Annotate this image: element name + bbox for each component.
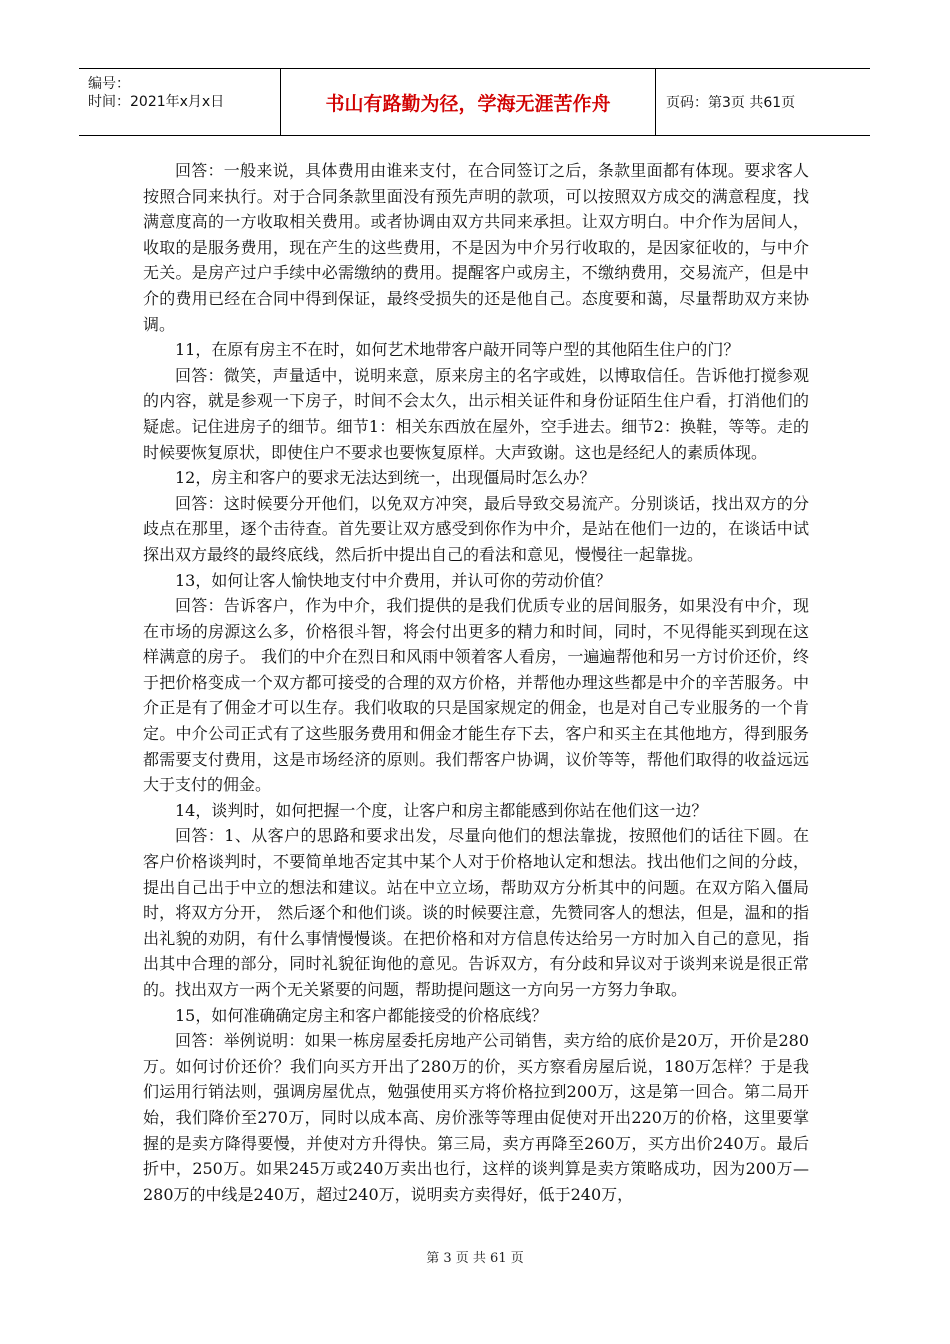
code-label: 编号： bbox=[88, 76, 130, 92]
paragraph: 回答：1、从客户的思路和要求出发，尽量向他们的想法靠拢，按照他们的话往下圆。在客户价格谈判时，不要简单地否定其中某个人对于价格地认定和想法。找出他们之间的分歧，提出自己出于中立的想法和建议。站在中立立场，帮助双方分析其中的问题。在双方陷入僵局时，将双方分开， 然后逐个和他们谈。谈的时候要注意，先赞同客人的想法，但是，温和的指出礼貌的劝阴，有什么事情慢慢谈。在把价格和对方信息传达给另一方时加入自己的意见，指出其中合理的部分，同时礼貌征询他的意见。告诉双方，有分歧和异议对于谈判来说是很正常的。找出双方一两个无关紧要的问题，帮助提问题这一方向另一方努力争取。 bbox=[143, 826, 809, 999]
question-11: 11，在原有房主不在时，如何艺术地带客户敲开同等户型的其他陌生住户的门？ bbox=[175, 340, 740, 360]
question-13: 13，如何让客人愉快地支付中介费用，并认可你的劳动价值？ bbox=[175, 570, 612, 590]
header-meta bbox=[79, 69, 281, 135]
paragraph: 回答：微笑，声量适中，说明来意，原来房主的名字或姓，以博取信任。告诉他打搅参观的内容，就是参观一下房子，时间不会太久，出示相关证件和身份证陌生住户看，打消他们的疑虑。记住进房子的细节。细节1：相关东西放在屋外，空手进去。细节2：换鞋，等等。走的时候要恢复原状，即使住户不要求也要恢复原样。大声致谢。这也是经纪人的素质体现。 bbox=[143, 365, 809, 462]
document-body bbox=[143, 158, 809, 1238]
paragraph: 回答：举例说明：如果一栋房屋委托房地产公司销售，卖方给的底价是20万，开价是280万。如何讨价还价？我们向买方开出了280万的价，买方察看房屋后说，180万怎样？于是我们运用行销法则，强调房屋优点，勉强使用买方将价格拉到200万，这是第一回合。第二局开始，我们降价至270万，同时以成本高、房价涨等等理由促使对开出220万的价格，这里要掌握的是卖方降得要慢，并使对方升得快。第三局，卖方再降至260万，买方出价240万。最后折中，250万。如果245万或240万卖出也行，这样的谈判算是卖方策略成功，因为200万—280万的中线是240万，超过240万，说明卖方卖得好，低于240万， bbox=[143, 1031, 809, 1204]
page-footer: 第 3 页 共 61 页 bbox=[426, 1251, 524, 1266]
date-label: 时间：2021年x月x日 bbox=[88, 94, 225, 110]
paragraph: 回答：这时候要分开他们，以免双方冲突，最后导致交易流产。分别谈话，找出双方的分歧点在那里，逐个击待查。首先要让双方感受到你作为中介，是站在他们一边的，在谈话中试探出双方最终的最终底线，然后折中提出自己的看法和意见，慢慢往一起靠拢。 bbox=[143, 493, 809, 564]
question-15: 15，如何准确确定房主和客户都能接受的价格底线？ bbox=[175, 1005, 548, 1025]
question-14: 14，谈判时，如何把握一个度，让客户和房主都能感到你站在他们这一边？ bbox=[175, 800, 708, 820]
paragraph: 回答：一般来说，具体费用由谁来支付，在合同签订之后，条款里面都有体现。要求客人按照合同来执行。对于合同条款里面没有预先声明的款项，可以按照双方成交的满意程度，找满意度高的一方收取相关费用。或者协调由双方共同来承担。让双方明白。中介作为居间人，收取的是服务费用，现在产生的这些费用，不是因为中介另行收取的，是因家征收的，与中介无关。是房产过户手续中必需缴纳的费用。提醒客户或房主，不缴纳费用，交易流产，但是中介的费用已经在合同中得到保证，最终受损失的还是他自己。态度要和蔼，尽量帮助双方来协调。 bbox=[143, 161, 809, 334]
header-page-info: 页码：第3页 共61页 bbox=[666, 95, 796, 111]
page-header bbox=[79, 68, 870, 136]
paragraph: 回答：告诉客户，作为中介，我们提供的是我们优质专业的居间服务，如果没有中介，现在市场的房源这么多，价格很斗智，将会付出更多的精力和时间，同时，不见得能买到现在这样满意的房子。 我们的中介在烈日和风雨中领着客人看房，一遍遍帮他和另一方讨价还价，终于把价格变成一个双方都可接受的合理的双方价格，并帮他办理这些都是中介的辛苦服务。中介正是有了佣金才可以生存。我们收取的只是国家规定的佣金，也是对自己专业服务的一个肯定。中介公司正式有了这些服务费用和佣金才能生存下去，客户和买主在其他地方，得到服务都需要支付费用，这是市场经济的原则。我们帮客户协调，议价等等，帮他们取得的收益远远大于支付的佣金。 bbox=[143, 596, 809, 795]
question-12: 12，房主和客户的要求无法达到统一，出现僵局时怎么办？ bbox=[175, 468, 596, 488]
header-motto: 书山有路勤为径，学海无涯苦作舟 bbox=[281, 69, 656, 135]
